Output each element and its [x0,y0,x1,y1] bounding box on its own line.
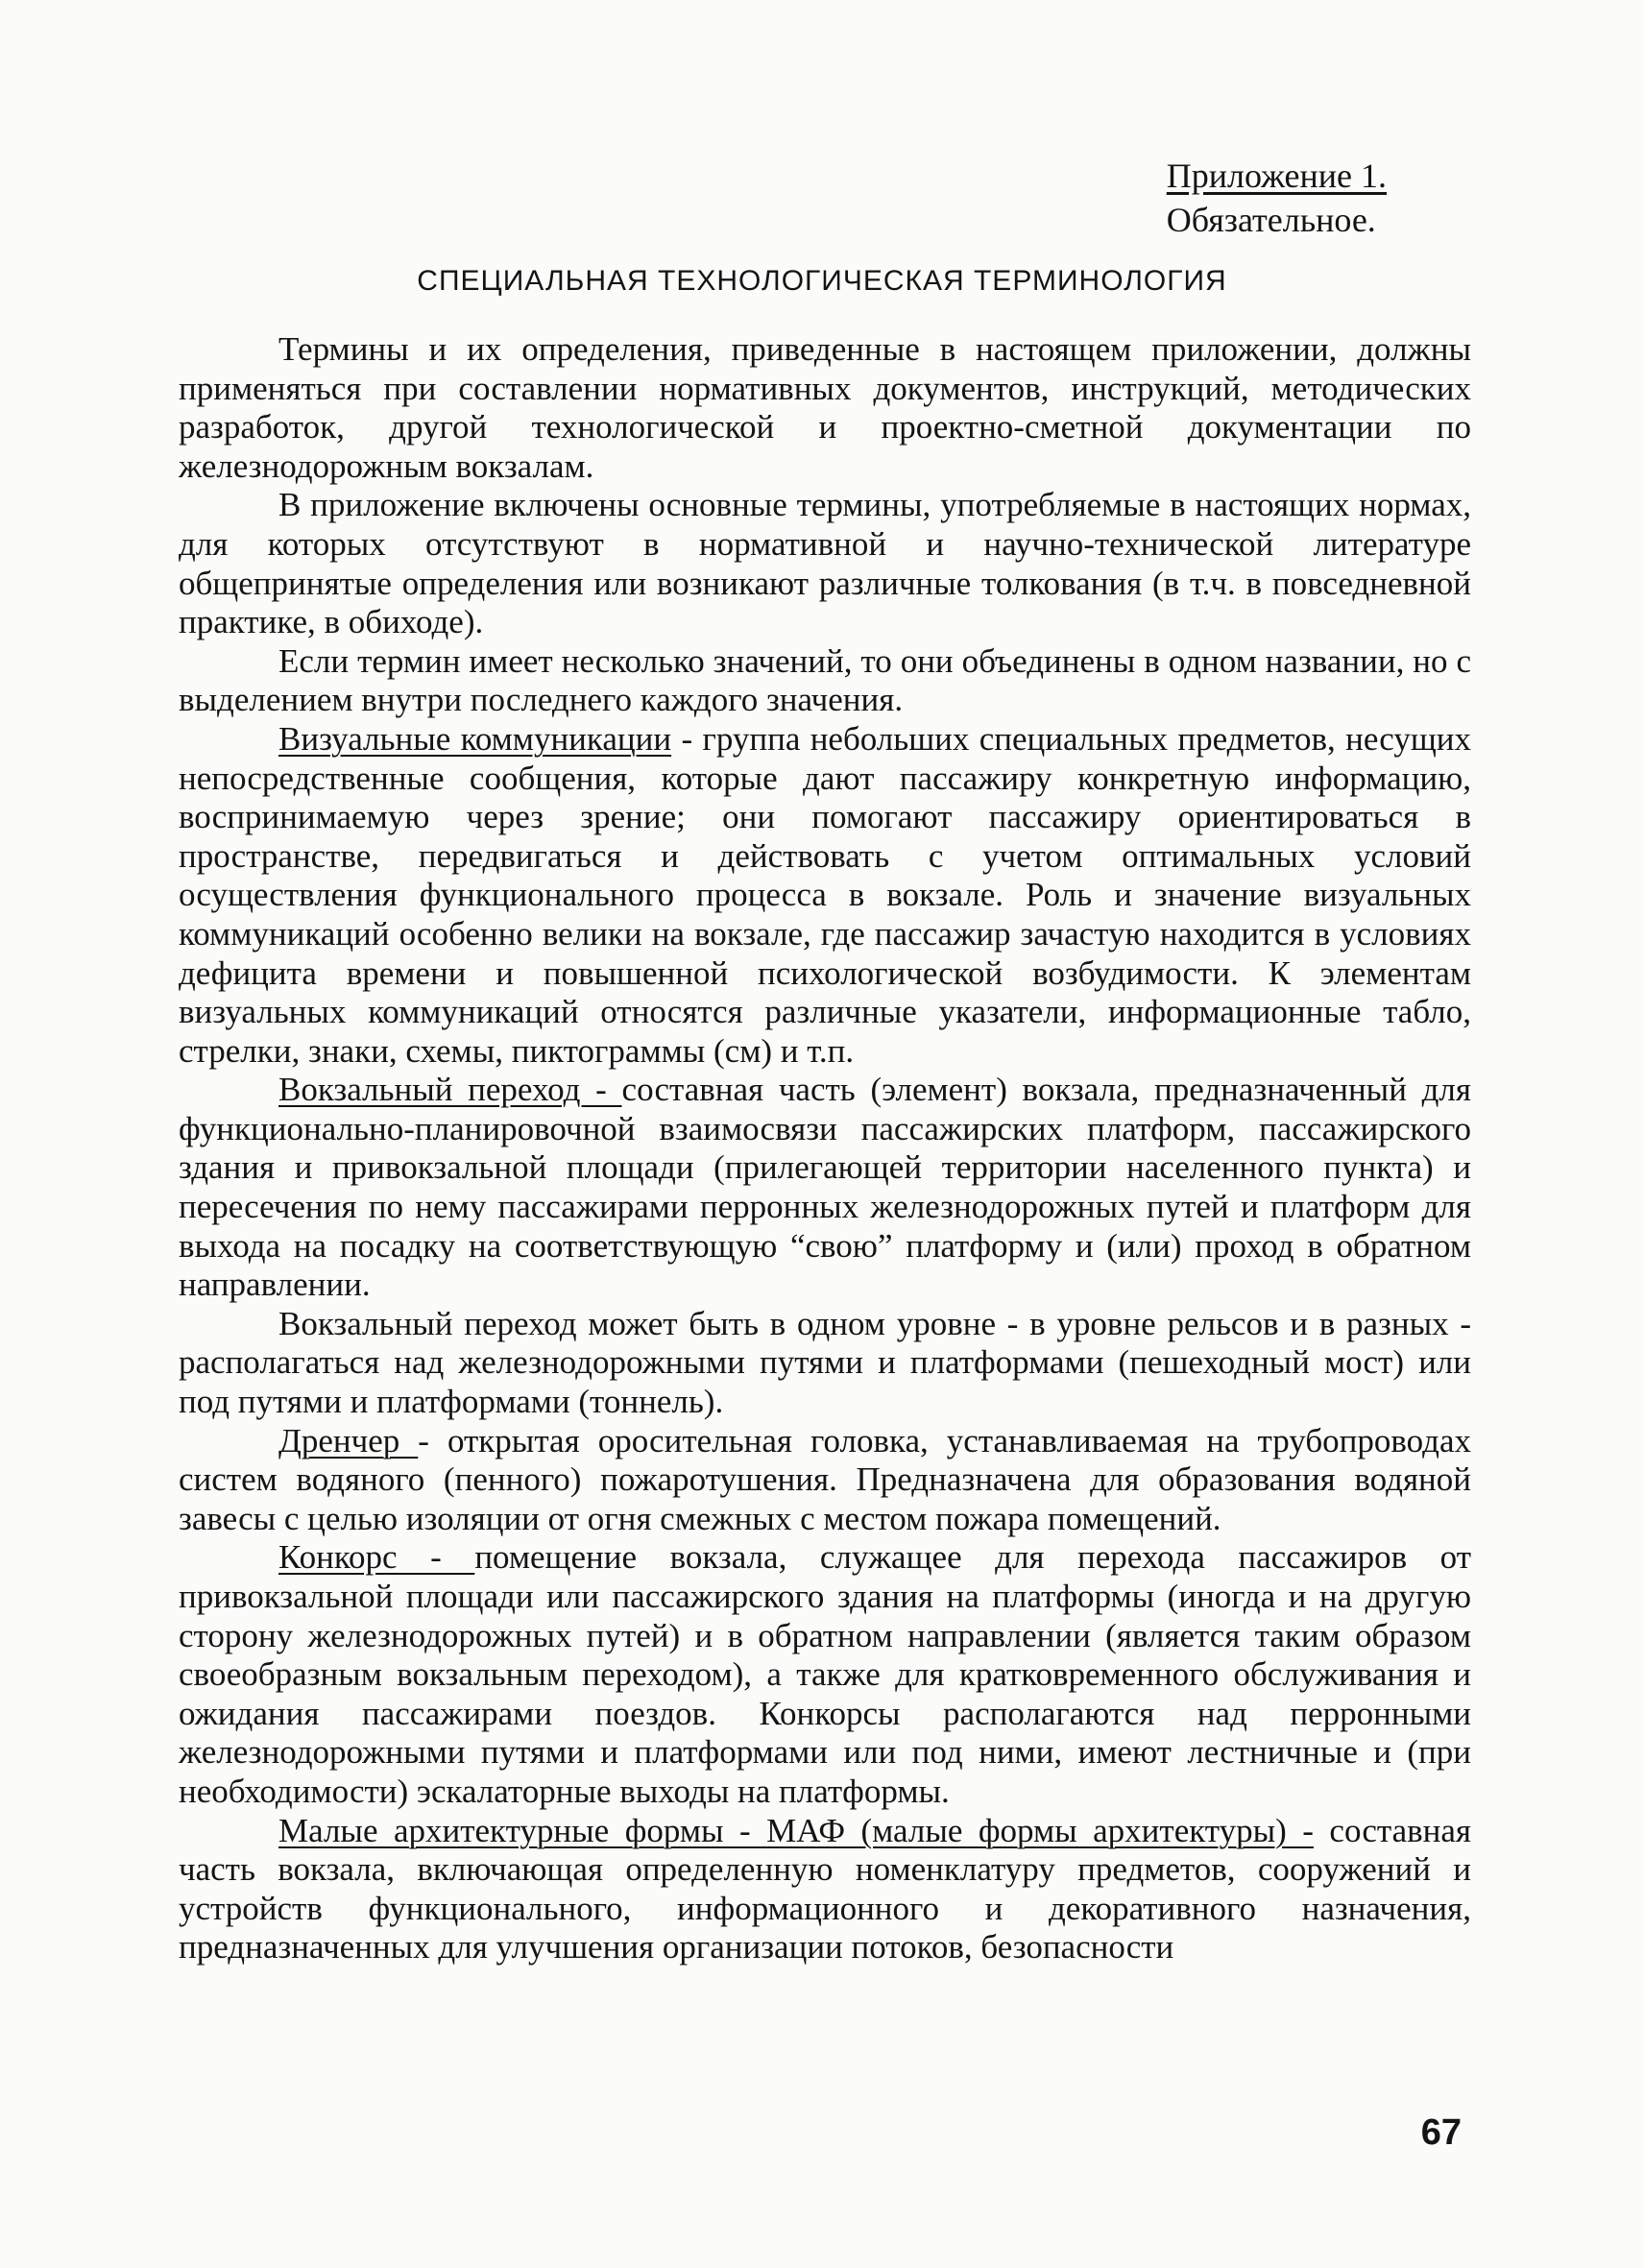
term-definition: - открытая оросительная головка, устанавливаемая на трубопроводах систем водяного (пенного) пожаротушения. Предназначена для образования водяной завесы с целью изоляции от огня смежных с местом пожара помещений. [179,1421,1471,1537]
page-title: СПЕЦИАЛЬНАЯ ТЕХНОЛОГИЧЕСКАЯ ТЕРМИНОЛОГИЯ [417,265,1227,297]
term-name: Дренчер [278,1421,419,1460]
paragraph: Термины и их определения, приведенные в настоящем приложении, должны применяться при составлении нормативных документов, инструкций, методических разработок, другой технологической и проектно-сметной документации по железнодорожным вокзалам. [179,330,1471,485]
term-entry [179,720,1471,1071]
paragraph: Вокзальный переход может быть в одном уровне - в уровне рельсов и в разных - располагаться над железнодорожными путями и платформами (пешеходный мост) или под путями и платформами (тоннель). [179,1304,1471,1421]
appendix-header [1167,154,1387,242]
term-entry [179,1071,1471,1305]
paragraph: Если термин имеет несколько значений, то они объединены в одном названии, но с выделением внутри последнего каждого значения. [179,641,1471,719]
term-name: Конкорс - [278,1538,475,1577]
paragraph: В приложение включены основные термины, употребляемые в настоящих нормах, для которых отсутствуют в нормативной и научно-технической литературе общепринятые определения или возникают различные толкования (в т.ч. в повседневной практике, в обиходе). [179,486,1471,641]
term-definition: составная часть вокзала, включающая определенную номенклатуру предметов, сооружений и устройств функционального, информационного и декоративного назначения, предназначенных для улучшения организации потоков, безопасности [179,1811,1472,1966]
term-entry [179,1422,1471,1539]
term-definition: составная часть (элемент) вокзала, предназначенный для функционально-планировочной взаимосвязи пассажирских платформ, пассажирского здания и привокзальной площади (прилегающей территории населенного пункта) и пересечения по нему пассажирами перронных железнодорожных путей и платформ для выхода на посадку на соответствующую “свою” платформу и (или) проход в обратном направлении. [179,1071,1471,1304]
term-entry [179,1812,1471,1967]
term-name: Малые архитектурные формы - МАФ (малые формы архитектуры) - [278,1811,1314,1849]
appendix-label: Приложение 1. [1166,157,1387,195]
body-text [179,330,1471,1967]
term-name: Визуальные коммуникации [278,719,672,758]
appendix-status: Обязательное. [1166,201,1376,239]
term-definition: - группа небольших специальных предметов, несущих непосредственные сообщения, которые дают пассажиру конкретную информацию, воспринимаемую через зрение; они помогают пассажиру ориентироваться в пространстве, передвигаться и действовать с учетом оптимальных условий осуществления функционального процесса в вокзале. Роль и значение визуальных коммуникаций особенно велики на вокзале, где пассажир зачастую находится в условиях дефицита времени и повышенной психологической возбудимости. К элементам визуальных коммуникаций относятся различные указатели, информационные табло, стрелки, знаки, схемы, пиктограммы (см) и т.п. [179,719,1471,1070]
term-entry [179,1538,1471,1811]
page-number: 67 [1420,2112,1462,2153]
term-name: Вокзальный переход - [278,1071,622,1109]
term-definition: помещение вокзала, служащее для перехода пассажиров от привокзальной площади или пассажирского здания на платформы (иногда и на другую сторону железнодорожных путей) и в обратном направлении (является таким образом своеобразным вокзальным переходом), а также для кратковременного обслуживания и ожидания пассажирами поездов. Конкорсы располагаются над перронными железнодорожными путями и платформами или под ними, имеют лестничные и (при необходимости) эскалаторные выходы на платформы. [179,1538,1471,1810]
